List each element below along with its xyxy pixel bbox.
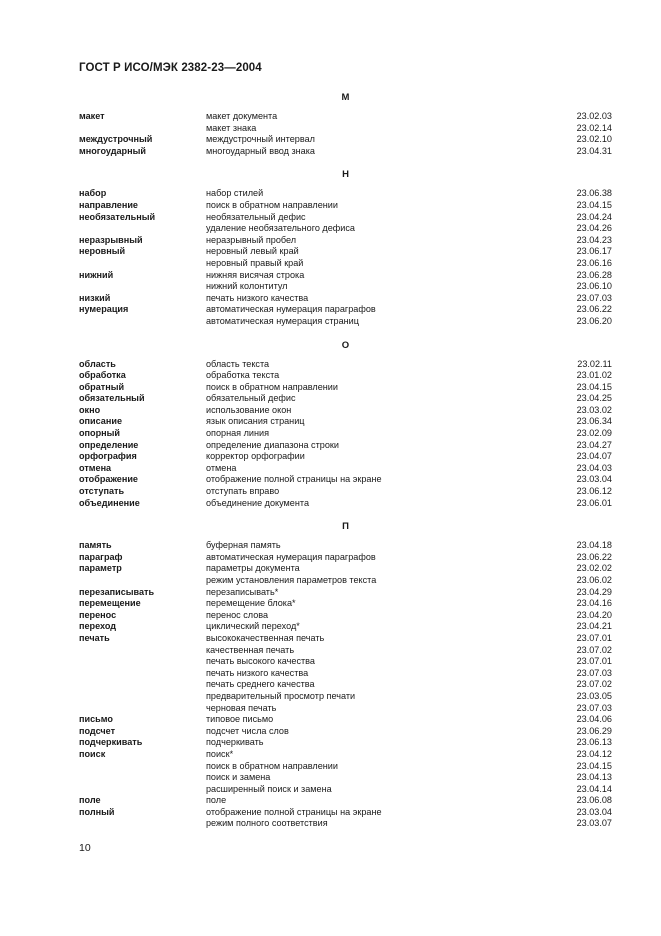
index-term: многоударный (79, 145, 146, 156)
index-row (79, 784, 612, 796)
index-code: 23.04.03 (576, 462, 612, 473)
index-term: отмена (79, 462, 112, 473)
index-description: перезаписывать* (206, 586, 279, 597)
index-row (79, 359, 612, 371)
index-code: 23.01.02 (576, 370, 612, 381)
index-row (79, 370, 612, 382)
index-term: обязательный (79, 393, 145, 404)
index-description: нижний колонтитул (206, 281, 288, 292)
index-term: орфография (79, 451, 137, 462)
index-term: неровный (79, 246, 126, 257)
index-term: поле (79, 795, 101, 806)
index-description: макет документа (206, 111, 278, 121)
index-row (79, 134, 612, 146)
index-code: 23.03.02 (576, 404, 612, 415)
index-row (79, 235, 612, 247)
index-description: неразрывный пробел (206, 234, 297, 245)
index-description: режим установления параметров текста (206, 575, 377, 585)
index-code: 23.06.02 (576, 575, 612, 585)
index-term: междустрочный (79, 134, 153, 145)
index-row (79, 146, 612, 158)
index-row (79, 645, 612, 657)
index-row (79, 111, 612, 123)
index-row (79, 587, 612, 599)
section-letter: П (342, 521, 349, 533)
index-code: 23.06.12 (576, 486, 612, 497)
index-description: многоударный ввод знака (206, 145, 315, 156)
index-row (79, 772, 612, 784)
index-term: полный (79, 806, 115, 817)
index-description: обязательный дефис (206, 393, 296, 404)
page-number: 10 (79, 842, 91, 854)
index-term: печать (79, 632, 110, 643)
index-code: 23.07.03 (576, 667, 612, 678)
index-row (79, 200, 612, 212)
index-description: поиск в обратном направлении (206, 381, 338, 392)
index-term: поиск (79, 748, 106, 759)
index-code: 23.02.14 (576, 122, 612, 133)
index-code: 23.07.02 (576, 644, 612, 655)
index-code: 23.03.05 (576, 690, 612, 701)
index-code: 23.04.13 (576, 772, 612, 783)
index-row (79, 498, 612, 510)
index-code: 23.06.20 (576, 315, 612, 326)
index-row (79, 304, 612, 316)
index-description: необязательный дефис (206, 211, 306, 222)
index-code: 23.07.01 (576, 656, 612, 667)
index-term: направление (79, 199, 138, 210)
index-code: 23.04.06 (576, 714, 612, 725)
index-description: расширенный поиск и замена (206, 783, 332, 794)
index-code: 23.07.02 (576, 679, 612, 690)
index-description: качественная печать (206, 644, 295, 655)
index-row (79, 679, 612, 691)
index-description: типовое письмо (206, 714, 274, 725)
index-term: объединение (79, 497, 140, 508)
index-row (79, 281, 612, 293)
index-row (79, 818, 612, 830)
index-code: 23.04.15 (576, 760, 612, 771)
index-description: циклический переход* (206, 621, 300, 632)
index-term: низкий (79, 292, 111, 303)
index-code: 23.04.21 (576, 621, 612, 632)
index-description: область текста (206, 358, 270, 369)
index-row (79, 428, 612, 440)
index-description: поле (206, 795, 227, 806)
index-term: неразрывный (79, 234, 143, 245)
index-description: перенос слова (206, 609, 269, 620)
section-letter: Н (342, 169, 349, 181)
index-description: объединение документа (206, 497, 309, 508)
index-code: 23.07.01 (576, 632, 612, 643)
index-row (79, 737, 612, 749)
index-section (79, 92, 612, 157)
index-term: нижний (79, 269, 114, 280)
index-term: параметр (79, 563, 122, 574)
index-term: перенос (79, 609, 117, 620)
index-code: 23.06.38 (576, 188, 612, 199)
index-description: перемещение блока* (206, 598, 296, 609)
index-code: 23.04.18 (576, 540, 612, 551)
index-term: параграф (79, 551, 123, 562)
index-row (79, 440, 612, 452)
index-term: необязательный (79, 211, 156, 222)
index-term: переход (79, 621, 117, 632)
index-description: черновая печать (206, 702, 277, 713)
index-code: 23.06.28 (576, 269, 612, 280)
index-description: отступать вправо (206, 486, 280, 497)
index-row (79, 610, 612, 622)
index-description: высококачественная печать (206, 632, 325, 643)
index-description: буферная память (206, 540, 281, 551)
index-description: параметры документа (206, 563, 300, 574)
index-code: 23.04.15 (576, 381, 612, 392)
index-description: режим полного соответствия (206, 818, 328, 829)
index-row (79, 246, 612, 258)
index-term: письмо (79, 714, 113, 725)
index-description: подсчет числа слов (206, 725, 289, 736)
index-description: удаление необязательного дефиса (206, 223, 355, 234)
index-description: опорная линия (206, 428, 270, 439)
index-code: 23.06.29 (576, 725, 612, 736)
index-term: обратный (79, 381, 125, 392)
index-code: 23.06.08 (576, 795, 612, 806)
index-term: отображение (79, 474, 138, 485)
index-description: междустрочный интервал (206, 134, 315, 145)
index-term: обработка (79, 370, 126, 381)
index-description: поиск и замена (206, 772, 271, 783)
index-term: подсчет (79, 725, 116, 736)
index-row (79, 563, 612, 575)
index-description: поиск в обратном направлении (206, 199, 338, 210)
index-row (79, 691, 612, 703)
index-code: 23.02.11 (577, 358, 612, 369)
index-description: печать низкого качества (206, 667, 309, 678)
index-section (79, 340, 612, 510)
index-code: 23.04.29 (576, 586, 612, 597)
index-description: автоматическая нумерация страниц (206, 315, 359, 326)
index-description: печать низкого качества (206, 292, 309, 303)
index-description: обработка текста (206, 370, 280, 381)
index-description: использование окон (206, 404, 292, 415)
index-description: определение диапазона строки (206, 439, 339, 450)
index-row (79, 598, 612, 610)
index-code: 23.04.16 (576, 598, 612, 609)
index-code: 23.04.14 (576, 783, 612, 794)
index-row (79, 552, 612, 564)
index-row (79, 258, 612, 270)
index-code: 23.04.07 (576, 451, 612, 462)
index-description: подчеркивать (206, 737, 264, 748)
index-code: 23.02.03 (576, 111, 612, 121)
index-row (79, 474, 612, 486)
index-code: 23.04.23 (576, 234, 612, 245)
index-description: предварительный просмотр печати (206, 690, 356, 701)
index-row (79, 486, 612, 498)
index-code: 23.03.07 (576, 818, 612, 829)
index-code: 23.02.10 (576, 134, 612, 145)
index-code: 23.04.27 (576, 439, 612, 450)
index-row (79, 416, 612, 428)
index-code: 23.04.24 (576, 211, 612, 222)
index-code: 23.06.01 (576, 497, 612, 508)
index-term: окно (79, 404, 101, 415)
index-row (79, 463, 612, 475)
index-code: 23.06.10 (576, 281, 612, 292)
section-letter: О (341, 339, 350, 351)
index-code: 23.02.02 (576, 563, 612, 574)
index-code: 23.03.04 (576, 474, 612, 485)
index-term: описание (79, 416, 123, 427)
index-row (79, 749, 612, 761)
index-row (79, 633, 612, 645)
index-row (79, 621, 612, 633)
index-row (79, 270, 612, 282)
index-row (79, 807, 612, 819)
index-row (79, 451, 612, 463)
index-description: поиск* (206, 748, 234, 759)
index-content (79, 92, 612, 830)
index-description: нижняя висячая строка (206, 269, 305, 280)
index-term: подчеркивать (79, 737, 143, 748)
index-code: 23.06.17 (576, 246, 612, 257)
index-description: неровный левый край (206, 246, 299, 257)
index-term: отступать (79, 486, 125, 497)
index-term: определение (79, 439, 139, 450)
index-description: печать среднего качества (206, 679, 315, 690)
index-row (79, 714, 612, 726)
section-letter: М (341, 92, 350, 103)
index-term: набор (79, 188, 107, 199)
index-code: 23.04.15 (576, 199, 612, 210)
index-section (79, 169, 612, 327)
index-description: корректор орфографии (206, 451, 305, 462)
index-row (79, 316, 612, 328)
index-term: макет (79, 111, 105, 121)
index-row (79, 575, 612, 587)
index-code: 23.03.04 (576, 806, 612, 817)
index-row (79, 212, 612, 224)
index-code: 23.04.25 (576, 393, 612, 404)
index-description: автоматическая нумерация параграфов (206, 304, 376, 315)
index-term: память (79, 540, 112, 551)
index-code: 23.04.20 (576, 609, 612, 620)
index-term: опорный (79, 428, 121, 439)
index-code: 23.06.22 (576, 551, 612, 562)
index-code: 23.06.13 (576, 737, 612, 748)
index-row (79, 188, 612, 200)
index-row (79, 393, 612, 405)
index-term: перемещение (79, 598, 141, 609)
index-row (79, 293, 612, 305)
index-term: нумерация (79, 304, 129, 315)
index-description: печать высокого качества (206, 656, 315, 667)
index-row (79, 223, 612, 235)
index-code: 23.02.09 (576, 428, 612, 439)
index-term: перезаписывать (79, 586, 155, 597)
index-term: область (79, 358, 116, 369)
index-code: 23.04.12 (576, 748, 612, 759)
index-row (79, 726, 612, 738)
index-description: поиск в обратном направлении (206, 760, 338, 771)
index-row (79, 761, 612, 773)
index-row (79, 405, 612, 417)
index-description: отображение полной страницы на экране (206, 806, 382, 817)
index-description: автоматическая нумерация параграфов (206, 551, 376, 562)
document-header: ГОСТ Р ИСО/МЭК 2382-23—2004 (79, 62, 262, 74)
index-description: язык описания страниц (206, 416, 305, 427)
index-row (79, 703, 612, 715)
index-row (79, 668, 612, 680)
index-row (79, 656, 612, 668)
index-row (79, 540, 612, 552)
index-description: отображение полной страницы на экране (206, 474, 382, 485)
index-code: 23.06.22 (576, 304, 612, 315)
index-code: 23.07.03 (576, 292, 612, 303)
index-description: неровный правый край (206, 257, 304, 268)
index-code: 23.07.03 (576, 702, 612, 713)
index-code: 23.06.34 (576, 416, 612, 427)
index-row (79, 123, 612, 135)
index-row (79, 382, 612, 394)
index-row (79, 795, 612, 807)
index-section (79, 521, 612, 830)
index-description: отмена (206, 462, 237, 473)
index-description: макет знака (206, 122, 257, 133)
index-code: 23.04.31 (576, 145, 612, 156)
index-code: 23.06.16 (576, 257, 612, 268)
index-code: 23.04.26 (576, 223, 612, 234)
index-description: набор стилей (206, 188, 264, 199)
